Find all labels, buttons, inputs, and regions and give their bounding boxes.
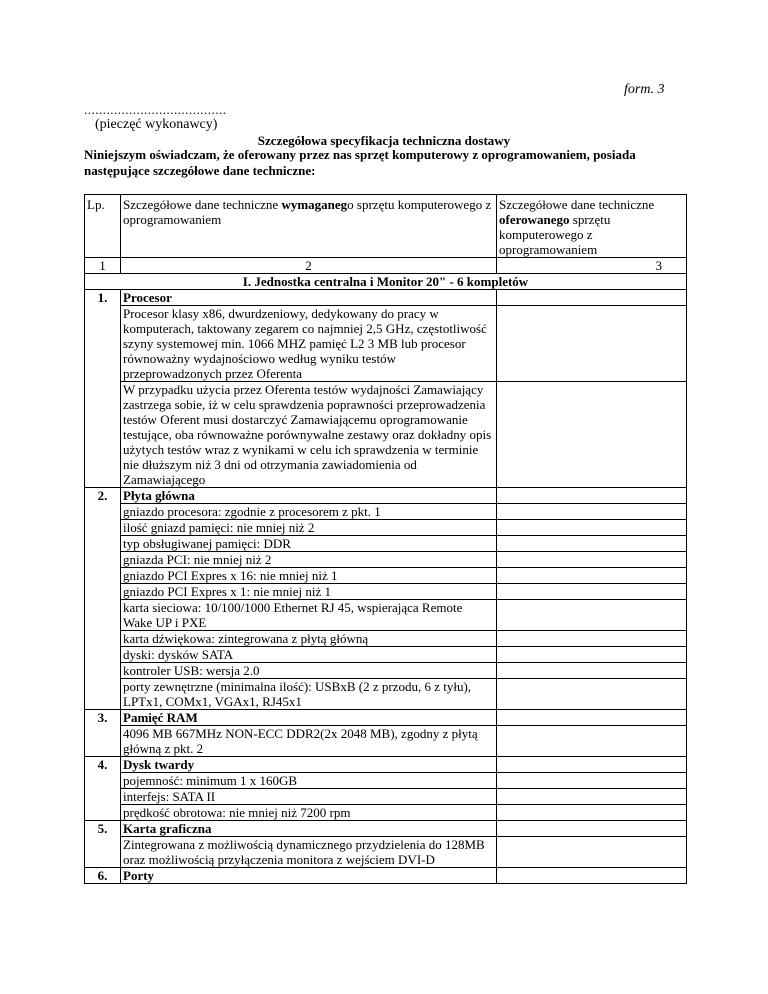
requirement-line: gniazdo PCI Expres x 1: nie mniej niż 1 <box>121 584 497 600</box>
section-title: I. Jednostka centralna i Monitor 20" - 6 kompletów <box>85 274 687 290</box>
offered-value-cell[interactable] <box>497 382 687 488</box>
item-number: 4. <box>85 757 121 821</box>
requirement-line: karta sieciowa: 10/100/1000 Ethernet RJ 45, wspierająca Remote Wake UP i PXE <box>121 600 497 631</box>
requirement-line: W przypadku użycia przez Oferenta testów wydajności Zamawiający zastrzega sobie, iż w celu sprawdzenia poprawności przeprowadzenia testów Oferent musi dostarczyć Zamawiającemu oprogramowanie testujące, oba równoważne porównywalne zestawy oraz dokładny opis użytych testów wraz z wynikami w celu ich sprawdzenia w terminie nie dłuższym niż 3 dni od otrzymania zawiadomienia od Zamawiającego <box>121 382 497 488</box>
offered-value-cell[interactable] <box>497 805 687 821</box>
item-title: Procesor <box>121 290 497 306</box>
specification-table <box>84 194 687 884</box>
offered-value-cell[interactable] <box>497 552 687 568</box>
offered-value-cell[interactable] <box>497 488 687 504</box>
header-offered-bold: oferowanego <box>499 212 570 227</box>
table-row <box>85 805 687 821</box>
header-required-bold: wymaganeg <box>281 197 348 212</box>
header-offered-post: sprzętu komputerowego z oprogramowaniem <box>499 212 611 257</box>
table-row <box>85 789 687 805</box>
table-row <box>85 631 687 647</box>
table-row <box>85 726 687 757</box>
table-row <box>85 868 687 884</box>
offered-value-cell[interactable] <box>497 757 687 773</box>
item-number: 5. <box>85 821 121 868</box>
offered-value-cell[interactable] <box>497 290 687 306</box>
table-row <box>85 600 687 631</box>
column-number-3: 3 <box>497 258 687 274</box>
offered-value-cell[interactable] <box>497 679 687 710</box>
offered-value-cell[interactable] <box>497 306 687 382</box>
requirement-line: prędkość obrotowa: nie mniej niż 7200 rpm <box>121 805 497 821</box>
item-number: 1. <box>85 290 121 488</box>
offered-value-cell[interactable] <box>497 631 687 647</box>
table-row <box>85 290 687 306</box>
table-header-row <box>85 195 687 258</box>
stamp-dotted-line: ...................................... <box>84 102 227 117</box>
table-row <box>85 552 687 568</box>
offered-value-cell[interactable] <box>497 504 687 520</box>
item-title: Porty <box>121 868 497 884</box>
item-title: Płyta główna <box>121 488 497 504</box>
table-row <box>85 306 687 382</box>
item-title: Pamięć RAM <box>121 710 497 726</box>
requirement-line: kontroler USB: wersja 2.0 <box>121 663 497 679</box>
header-required-pre: Szczegółowe dane techniczne <box>123 197 282 212</box>
table-row <box>85 757 687 773</box>
table-row <box>85 663 687 679</box>
requirement-line: Procesor klasy x86, dwurdzeniowy, dedykowany do pracy w komputerach, taktowany zegarem co najmniej 2,5 GHz, częstotliwość szyny systemowej min. 1066 MHZ pamięć L2 3 MB lub procesor równoważny wydajnościowo według wyniku testów przeprowadzonych przez Oferenta <box>121 306 497 382</box>
header-lp: Lp. <box>85 195 121 258</box>
table-row <box>85 488 687 504</box>
requirement-line: gniazdo procesora: zgodnie z procesorem z pkt. 1 <box>121 504 497 520</box>
header-offered <box>497 195 687 258</box>
table-row <box>85 520 687 536</box>
table-row <box>85 584 687 600</box>
offered-value-cell[interactable] <box>497 773 687 789</box>
item-number: 3. <box>85 710 121 757</box>
table-row <box>85 710 687 726</box>
table-row <box>85 504 687 520</box>
header-required-post: o sprzętu komputerowego z oprogramowaniem <box>123 197 492 227</box>
stamp-label: (pieczęć wykonawcy) <box>95 117 218 132</box>
requirement-line: pojemność: minimum 1 x 160GB <box>121 773 497 789</box>
requirement-line: gniazdo PCI Expres x 16: nie mniej niż 1 <box>121 568 497 584</box>
offered-value-cell[interactable] <box>497 584 687 600</box>
offered-value-cell[interactable] <box>497 837 687 868</box>
table-row <box>85 536 687 552</box>
item-number: 2. <box>85 488 121 710</box>
table-row <box>85 679 687 710</box>
offered-value-cell[interactable] <box>497 520 687 536</box>
header-required <box>121 195 497 258</box>
offered-value-cell[interactable] <box>497 726 687 757</box>
table-row <box>85 647 687 663</box>
offered-value-cell[interactable] <box>497 663 687 679</box>
requirement-line: interfejs: SATA II <box>121 789 497 805</box>
table-row <box>85 821 687 837</box>
table-row <box>85 568 687 584</box>
item-number: 6. <box>85 868 121 884</box>
offered-value-cell[interactable] <box>497 710 687 726</box>
offered-value-cell[interactable] <box>497 821 687 837</box>
requirement-line: porty zewnętrzne (minimalna ilość): USBxB (2 z przodu, 6 z tyłu), LPTx1, COMx1, VGAx1, RJ45x1 <box>121 679 497 710</box>
intro-statement: Niniejszym oświadczam, że oferowany przez nas sprzęt komputerowy z oprogramowaniem, posiada następujące szczegółowe dane techniczne: <box>84 147 636 178</box>
requirement-line: karta dźwiękowa: zintegrowana z płytą główną <box>121 631 497 647</box>
table-row <box>85 773 687 789</box>
offered-value-cell[interactable] <box>497 647 687 663</box>
offered-value-cell[interactable] <box>497 789 687 805</box>
table-row <box>85 382 687 488</box>
column-number-2: 2 <box>121 258 497 274</box>
table-row <box>85 837 687 868</box>
offered-value-cell[interactable] <box>497 568 687 584</box>
offered-value-cell[interactable] <box>497 868 687 884</box>
offered-value-cell[interactable] <box>497 536 687 552</box>
requirement-line: ilość gniazd pamięci: nie mniej niż 2 <box>121 520 497 536</box>
column-numbers-row <box>85 258 687 274</box>
item-title: Dysk twardy <box>121 757 497 773</box>
document-title: Szczegółowa specyfikacja techniczna dostawy <box>257 133 511 148</box>
requirement-line: 4096 MB 667MHz NON-ECC DDR2(2x 2048 MB), zgodny z płytą główną z pkt. 2 <box>121 726 497 757</box>
requirement-line: dyski: dysków SATA <box>121 647 497 663</box>
section-row <box>85 274 687 290</box>
requirement-line: typ obsługiwanej pamięci: DDR <box>121 536 497 552</box>
requirement-line: Zintegrowana z możliwością dynamicznego przydzielenia do 128MB oraz możliwością przyłączenia monitora z wejściem DVI-D <box>121 837 497 868</box>
form-number: form. 3 <box>624 82 665 97</box>
item-title: Karta graficzna <box>121 821 497 837</box>
column-number-1: 1 <box>85 258 121 274</box>
requirement-line: gniazda PCI: nie mniej niż 2 <box>121 552 497 568</box>
header-offered-pre: Szczegółowe dane techniczne <box>499 197 655 212</box>
offered-value-cell[interactable] <box>497 600 687 631</box>
